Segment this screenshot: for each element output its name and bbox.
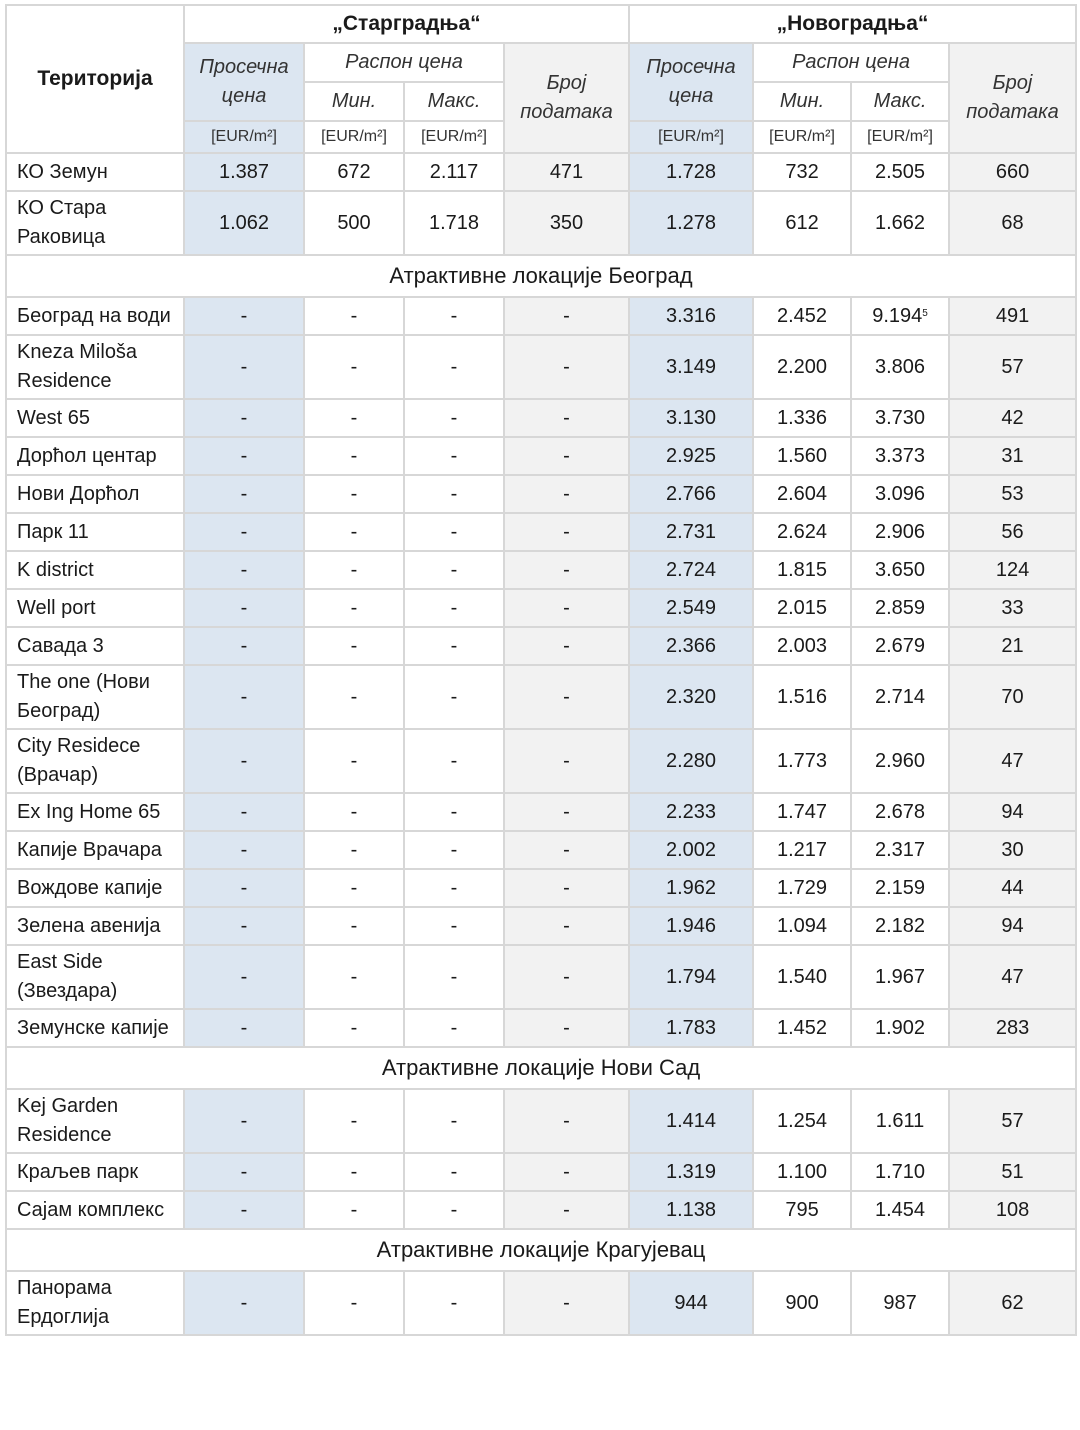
new-value-cell: 2.182	[851, 907, 949, 945]
table-row	[6, 437, 1076, 475]
old-value-cell: -	[504, 1009, 629, 1047]
new-value-cell: 57	[949, 335, 1076, 399]
new-value-cell: 2.452	[753, 297, 851, 335]
new-value-cell: 2.320	[629, 665, 753, 729]
old-value-cell: -	[404, 1153, 504, 1191]
header-unit: [EUR/m²]	[851, 121, 949, 153]
header-range-old: Распон цена	[304, 43, 504, 82]
section-row	[6, 1229, 1076, 1271]
new-value-cell: 1.783	[629, 1009, 753, 1047]
old-value-cell: -	[504, 335, 629, 399]
old-value-cell: -	[304, 1009, 404, 1047]
old-value-cell: -	[184, 729, 304, 793]
table-row	[6, 475, 1076, 513]
territory-cell: Kneza Miloša Residence	[6, 335, 184, 399]
new-value-cell: 1.560	[753, 437, 851, 475]
new-value-cell: 1.100	[753, 1153, 851, 1191]
old-value-cell: -	[304, 1089, 404, 1153]
old-value-cell: -	[304, 945, 404, 1009]
old-value-cell: -	[504, 475, 629, 513]
new-value-cell: 47	[949, 945, 1076, 1009]
old-value-cell: -	[404, 475, 504, 513]
new-value-cell: 3.373	[851, 437, 949, 475]
old-value-cell: -	[184, 589, 304, 627]
old-value-cell: -	[404, 831, 504, 869]
header-max-new: Макс.	[851, 82, 949, 121]
old-value-cell: -	[304, 399, 404, 437]
header-max-old: Макс.	[404, 82, 504, 121]
table-row	[6, 1009, 1076, 1047]
old-value-cell: -	[404, 589, 504, 627]
old-value-cell: 350	[504, 191, 629, 255]
new-value-cell: 1.278	[629, 191, 753, 255]
new-value-cell: 2.679	[851, 627, 949, 665]
old-value-cell: -	[504, 513, 629, 551]
new-value-cell: 795	[753, 1191, 851, 1229]
table-row	[6, 665, 1076, 729]
old-value-cell: -	[184, 399, 304, 437]
new-value-cell: 2.714	[851, 665, 949, 729]
old-value-cell: -	[504, 437, 629, 475]
old-value-cell: 672	[304, 153, 404, 191]
old-value-cell: -	[304, 589, 404, 627]
new-value-cell: 57	[949, 1089, 1076, 1153]
territory-cell: Савада 3	[6, 627, 184, 665]
territory-cell: Kej Garden Residence	[6, 1089, 184, 1153]
new-value-cell: 1.662	[851, 191, 949, 255]
old-value-cell: -	[184, 513, 304, 551]
old-value-cell: -	[404, 665, 504, 729]
old-value-cell: -	[184, 437, 304, 475]
new-value-cell: 2.724	[629, 551, 753, 589]
new-value-cell: 1.902	[851, 1009, 949, 1047]
new-value-cell: 2.859	[851, 589, 949, 627]
header-min-new: Мин.	[753, 82, 851, 121]
old-value-cell: -	[184, 665, 304, 729]
old-value-cell: -	[504, 589, 629, 627]
old-value-cell: -	[304, 335, 404, 399]
old-value-cell: -	[184, 907, 304, 945]
header-territory: Територија	[6, 5, 184, 153]
new-value-cell: 2.624	[753, 513, 851, 551]
territory-cell: Нови Дорћол	[6, 475, 184, 513]
old-value-cell: -	[304, 1153, 404, 1191]
territory-cell: The one (Нови Београд)	[6, 665, 184, 729]
table-row	[6, 627, 1076, 665]
new-value-cell: 1.747	[753, 793, 851, 831]
new-value-cell: 2.003	[753, 627, 851, 665]
table-body	[6, 153, 1076, 1335]
table-row	[6, 945, 1076, 1009]
territory-cell: Капије Врачара	[6, 831, 184, 869]
old-value-cell: -	[304, 627, 404, 665]
old-value-cell: -	[504, 1089, 629, 1153]
old-value-cell: -	[184, 1009, 304, 1047]
table-row	[6, 551, 1076, 589]
old-value-cell: -	[304, 729, 404, 793]
new-value-cell: 2.766	[629, 475, 753, 513]
new-value-cell: 108	[949, 1191, 1076, 1229]
new-value-cell: 987	[851, 1271, 949, 1335]
section-title: Атрактивне локације Крагујевац	[6, 1229, 1076, 1271]
new-value-cell: 1.611	[851, 1089, 949, 1153]
new-value-cell: 2.233	[629, 793, 753, 831]
old-value-cell: -	[304, 793, 404, 831]
new-value-cell: 2.505	[851, 153, 949, 191]
old-value-cell: -	[404, 437, 504, 475]
header-unit: [EUR/m²]	[629, 121, 753, 153]
table-row	[6, 297, 1076, 335]
old-value-cell: 1.387	[184, 153, 304, 191]
new-value-cell: 3.806	[851, 335, 949, 399]
old-value-cell: -	[184, 945, 304, 1009]
old-value-cell: -	[184, 297, 304, 335]
new-value-cell: 2.015	[753, 589, 851, 627]
new-value-cell: 42	[949, 399, 1076, 437]
new-value-cell: 30	[949, 831, 1076, 869]
old-value-cell: -	[504, 297, 629, 335]
old-value-cell: -	[504, 627, 629, 665]
old-value-cell: 1.062	[184, 191, 304, 255]
new-value-cell: 3.149	[629, 335, 753, 399]
old-value-cell: -	[184, 1089, 304, 1153]
territory-cell: Дорћол центар	[6, 437, 184, 475]
old-value-cell: -	[504, 399, 629, 437]
table-row	[6, 153, 1076, 191]
section-row	[6, 1047, 1076, 1089]
new-value-cell: 3.096	[851, 475, 949, 513]
new-value-cell: 491	[949, 297, 1076, 335]
new-value-cell: 31	[949, 437, 1076, 475]
old-value-cell: -	[404, 907, 504, 945]
old-value-cell: -	[184, 627, 304, 665]
new-value-cell: 1.094	[753, 907, 851, 945]
table-row	[6, 1089, 1076, 1153]
old-value-cell: -	[184, 793, 304, 831]
territory-cell: КО Земун	[6, 153, 184, 191]
old-value-cell: -	[404, 1271, 504, 1335]
new-value-cell: 68	[949, 191, 1076, 255]
new-value-cell: 283	[949, 1009, 1076, 1047]
old-value-cell: -	[404, 551, 504, 589]
territory-cell: Парк 11	[6, 513, 184, 551]
new-value-cell: 53	[949, 475, 1076, 513]
old-value-cell: -	[184, 831, 304, 869]
territory-cell: East Side (Звездара)	[6, 945, 184, 1009]
old-value-cell: -	[504, 907, 629, 945]
old-value-cell: -	[304, 1191, 404, 1229]
territory-cell: КО Стара Раковица	[6, 191, 184, 255]
old-value-cell: -	[504, 1153, 629, 1191]
old-value-cell: -	[304, 869, 404, 907]
old-value-cell: -	[304, 831, 404, 869]
old-value-cell: -	[304, 513, 404, 551]
new-value-cell: 3.650	[851, 551, 949, 589]
new-value-cell: 56	[949, 513, 1076, 551]
new-value-cell: 900	[753, 1271, 851, 1335]
old-value-cell: -	[404, 627, 504, 665]
old-value-cell: -	[304, 475, 404, 513]
table-row	[6, 907, 1076, 945]
old-value-cell: -	[184, 869, 304, 907]
table-row	[6, 589, 1076, 627]
header-unit: [EUR/m²]	[404, 121, 504, 153]
new-value-cell: 1.773	[753, 729, 851, 793]
old-value-cell: 1.718	[404, 191, 504, 255]
section-title: Атрактивне локације Нови Сад	[6, 1047, 1076, 1089]
old-value-cell: -	[184, 1271, 304, 1335]
max-value: 9.194	[872, 304, 923, 327]
table-row	[6, 1271, 1076, 1335]
header-count-new: Број података	[949, 43, 1076, 153]
territory-cell: Панорама Ердоглија	[6, 1271, 184, 1335]
new-value-cell: 2.604	[753, 475, 851, 513]
old-value-cell: -	[184, 1153, 304, 1191]
old-value-cell: -	[404, 399, 504, 437]
old-value-cell: -	[304, 907, 404, 945]
old-value-cell: -	[404, 335, 504, 399]
footnote-marker: 5	[922, 307, 928, 319]
table-row	[6, 1153, 1076, 1191]
new-value-cell: 2.678	[851, 793, 949, 831]
old-value-cell: -	[304, 1271, 404, 1335]
new-value-cell: 2.002	[629, 831, 753, 869]
table-header	[6, 5, 1076, 153]
old-value-cell: -	[504, 1191, 629, 1229]
new-value-cell: 2.200	[753, 335, 851, 399]
new-value-cell: 1.516	[753, 665, 851, 729]
section-row	[6, 255, 1076, 297]
territory-cell: Земунске капије	[6, 1009, 184, 1047]
old-value-cell: -	[304, 665, 404, 729]
new-value-cell: 94	[949, 907, 1076, 945]
old-value-cell: -	[404, 729, 504, 793]
new-value-cell: 1.217	[753, 831, 851, 869]
old-value-cell: -	[304, 437, 404, 475]
old-value-cell: -	[504, 793, 629, 831]
header-range-new: Распон цена	[753, 43, 949, 82]
new-value-cell: 1.454	[851, 1191, 949, 1229]
old-value-cell: -	[184, 475, 304, 513]
table-row	[6, 729, 1076, 793]
header-unit: [EUR/m²]	[753, 121, 851, 153]
territory-cell: Београд на води	[6, 297, 184, 335]
new-value-cell: 2.960	[851, 729, 949, 793]
new-value-cell: 124	[949, 551, 1076, 589]
new-value-cell: 2.906	[851, 513, 949, 551]
new-value-cell: 1.967	[851, 945, 949, 1009]
new-value-cell: 2.159	[851, 869, 949, 907]
new-value-cell: 44	[949, 869, 1076, 907]
table-row	[6, 1191, 1076, 1229]
new-value-cell: 2.549	[629, 589, 753, 627]
territory-cell: K district	[6, 551, 184, 589]
old-value-cell: -	[304, 551, 404, 589]
new-value-cell: 2.925	[629, 437, 753, 475]
table-row	[6, 793, 1076, 831]
old-value-cell: -	[304, 297, 404, 335]
new-value-cell: 1.452	[753, 1009, 851, 1047]
new-value-cell: 2.317	[851, 831, 949, 869]
section-title: Атрактивне локације Београд	[6, 255, 1076, 297]
new-value-cell: 1.319	[629, 1153, 753, 1191]
new-value-cell: 944	[629, 1271, 753, 1335]
territory-cell: West 65	[6, 399, 184, 437]
old-value-cell: -	[504, 1271, 629, 1335]
new-value-cell: 62	[949, 1271, 1076, 1335]
territory-cell: Сајам комплекс	[6, 1191, 184, 1229]
territory-cell: Well port	[6, 589, 184, 627]
new-value-cell: 1.962	[629, 869, 753, 907]
old-value-cell: -	[404, 297, 504, 335]
new-value-cell: 3.730	[851, 399, 949, 437]
new-value-cell: 1.728	[629, 153, 753, 191]
table-row	[6, 513, 1076, 551]
old-value-cell: -	[404, 945, 504, 1009]
old-value-cell: -	[504, 729, 629, 793]
old-value-cell: -	[404, 1009, 504, 1047]
old-value-cell: -	[504, 945, 629, 1009]
old-value-cell: -	[404, 1089, 504, 1153]
new-value-cell: 1.336	[753, 399, 851, 437]
new-value-cell: 1.540	[753, 945, 851, 1009]
new-value-cell: 732	[753, 153, 851, 191]
header-group-old: „Старградња“	[184, 5, 629, 43]
new-value-cell: 3.316	[629, 297, 753, 335]
old-value-cell: -	[504, 869, 629, 907]
new-value-cell: 1.815	[753, 551, 851, 589]
old-value-cell: -	[404, 793, 504, 831]
table-row	[6, 335, 1076, 399]
new-value-cell: 21	[949, 627, 1076, 665]
old-value-cell: -	[504, 665, 629, 729]
new-value-cell: 2.731	[629, 513, 753, 551]
new-value-cell: 70	[949, 665, 1076, 729]
price-table	[5, 4, 1077, 1336]
territory-cell: Вождове капије	[6, 869, 184, 907]
new-value-cell: 51	[949, 1153, 1076, 1191]
territory-cell: City Residece (Врачар)	[6, 729, 184, 793]
new-value-cell: 1.946	[629, 907, 753, 945]
new-value-cell: 1.729	[753, 869, 851, 907]
new-value-cell: 2.280	[629, 729, 753, 793]
old-value-cell: 500	[304, 191, 404, 255]
new-value-cell: 1.254	[753, 1089, 851, 1153]
old-value-cell: -	[184, 335, 304, 399]
territory-cell: Ex Ing Home 65	[6, 793, 184, 831]
old-value-cell: -	[504, 551, 629, 589]
territory-cell: Краљев парк	[6, 1153, 184, 1191]
old-value-cell: -	[404, 1191, 504, 1229]
header-group-new: „Новоградња“	[629, 5, 1076, 43]
new-value-cell: 612	[753, 191, 851, 255]
header-avg-price-new: Просечна цена	[629, 43, 753, 121]
new-value-cell	[851, 297, 949, 335]
old-value-cell: 2.117	[404, 153, 504, 191]
new-value-cell: 1.138	[629, 1191, 753, 1229]
header-count-old: Број података	[504, 43, 629, 153]
new-value-cell: 1.794	[629, 945, 753, 1009]
header-unit: [EUR/m²]	[304, 121, 404, 153]
header-unit: [EUR/m²]	[184, 121, 304, 153]
new-value-cell: 1.414	[629, 1089, 753, 1153]
old-value-cell: -	[504, 831, 629, 869]
new-value-cell: 94	[949, 793, 1076, 831]
new-value-cell: 660	[949, 153, 1076, 191]
table-row	[6, 831, 1076, 869]
old-value-cell: -	[404, 513, 504, 551]
old-value-cell: 471	[504, 153, 629, 191]
old-value-cell: -	[184, 551, 304, 589]
new-value-cell: 3.130	[629, 399, 753, 437]
new-value-cell: 47	[949, 729, 1076, 793]
header-avg-price-old: Просечна цена	[184, 43, 304, 121]
new-value-cell: 1.710	[851, 1153, 949, 1191]
old-value-cell: -	[404, 869, 504, 907]
old-value-cell: -	[184, 1191, 304, 1229]
table-row	[6, 869, 1076, 907]
table-row	[6, 399, 1076, 437]
new-value-cell: 33	[949, 589, 1076, 627]
header-min-old: Мин.	[304, 82, 404, 121]
table-row	[6, 191, 1076, 255]
territory-cell: Зелена авенија	[6, 907, 184, 945]
new-value-cell: 2.366	[629, 627, 753, 665]
